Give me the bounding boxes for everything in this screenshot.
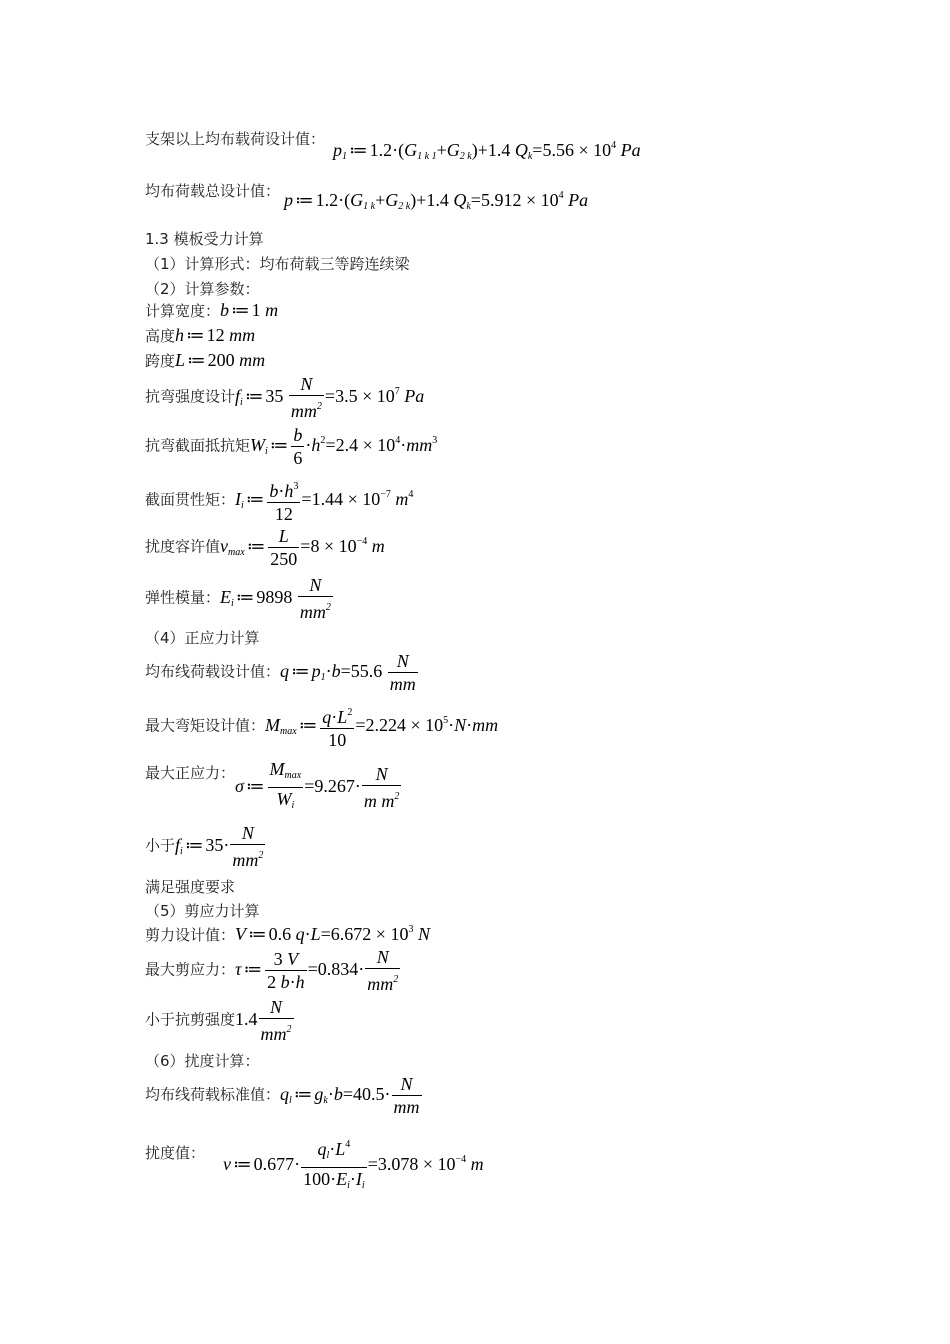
p-result: 5.912 bbox=[480, 190, 522, 210]
shear-force-label: 剪力设计值： bbox=[145, 926, 236, 944]
height-label: 高度 bbox=[145, 327, 176, 345]
shear-strength-unit-fraction: $\frac{N}{mm^2}$ bbox=[260, 997, 292, 1044]
ei-label: 弹性模量： bbox=[145, 588, 221, 607]
q-unit-fraction: $\frac{N}{mm}$ bbox=[389, 651, 416, 694]
width-value: 1 bbox=[251, 300, 261, 320]
calc-params: （2）计算参数： bbox=[145, 280, 260, 298]
sigma-fraction: $\frac{M_{max}}{W_i}$ bbox=[269, 759, 302, 811]
fi-coef: 35 bbox=[265, 385, 284, 406]
p-label: 均布荷载总设计值： bbox=[145, 182, 281, 200]
shear-force-result: 6.672 bbox=[330, 924, 372, 944]
span-label: 跨度 bbox=[145, 352, 176, 370]
deflection-row: 扰度值：v ≔ 0.677· $\frac{q_l\cdot L^4}{100\cdot E_i\cdot I_i}$ $=3.078 \times 10^{-4}$ m bbox=[145, 1134, 484, 1197]
ql-label: 均布线荷载标准值： bbox=[145, 1085, 281, 1104]
vmax-fraction: $\frac{L}{250}$ bbox=[270, 526, 298, 569]
tau-result: 0.834 bbox=[317, 958, 359, 979]
tau-unit-fraction: $\frac{N}{mm^2}$ bbox=[367, 947, 399, 994]
width-row: 计算宽度：b ≔ 1 m bbox=[145, 300, 279, 320]
ii-exp: −7 bbox=[380, 488, 391, 500]
ql-row: 均布线荷载标准值：$q_l$ ≔ $g_k\cdot b=40.5\cdot$ $\frac{N}{mm}$ bbox=[145, 1074, 420, 1117]
tau-label: 最大剪应力： bbox=[145, 960, 236, 979]
shear-strength-value: 1.4 bbox=[235, 1008, 258, 1029]
mmax-result: 2.224 bbox=[365, 714, 406, 735]
deflection-label: 扰度值： bbox=[145, 1143, 206, 1162]
vmax-result: 8 bbox=[310, 535, 320, 556]
p-row bbox=[145, 180, 589, 212]
less-than-fi-label: 小于 bbox=[145, 836, 176, 855]
tau-fraction: $\frac{3 V}{2 b\cdot h}$ bbox=[267, 949, 305, 992]
section-13-heading: 1.3 模板受力计算 bbox=[145, 230, 264, 248]
ii-row: 截面贯性矩：$I_i$ ≔ $\frac{b\cdot h^3}{12}$ $=1.44 \times 10^{-7}$ $m^4$ bbox=[145, 476, 413, 525]
calc-form: （1）计算形式：均布荷载三等跨连续梁 bbox=[145, 255, 410, 273]
ii-result: 1.44 bbox=[311, 488, 344, 509]
p1-label: 支架以上均布载荷设计值： bbox=[145, 130, 326, 148]
sigma-label: 最大正应力： bbox=[145, 763, 236, 782]
mmax-label: 最大弯矩设计值： bbox=[145, 716, 266, 735]
ei-value: 9898 bbox=[256, 586, 293, 607]
shear-force-coef: 0.6 bbox=[268, 924, 292, 944]
deflection-result: 3.078 bbox=[377, 1153, 419, 1174]
wi-fraction: $\frac{b}{6}$ bbox=[293, 425, 303, 468]
height-value: 12 bbox=[206, 325, 225, 345]
sigma-unit-fraction: $\frac{N}{m m^2}$ bbox=[363, 764, 400, 811]
shear-stress-heading: （5）剪应力计算 bbox=[145, 902, 260, 920]
wi-label: 抗弯截面抵抗矩 bbox=[145, 436, 251, 455]
less-than-shear-label: 小于抗剪强度 bbox=[145, 1010, 236, 1029]
wi-row: 抗弯截面抵抗矩$W_i$ ≔ $\frac{b}{6}$ $\cdot h^2=2.4 \times 10^4\cdot mm^3$ bbox=[145, 425, 438, 468]
ql-unit-fraction: $\frac{N}{mm}$ bbox=[393, 1074, 420, 1117]
fi-unit-fraction: $\frac{N}{mm^2}$ bbox=[290, 374, 322, 421]
p1-row bbox=[145, 128, 641, 162]
sigma-row: 最大正应力：σ ≔ $\frac{M_{max}}{W_i}$ =9.267· $\frac{N}{m m^2}$ bbox=[145, 758, 402, 817]
deflection-heading: （6）扰度计算： bbox=[145, 1052, 260, 1070]
wi-exp: 4 bbox=[395, 434, 401, 446]
less-than-fi-row: 小于$f_i$ ≔ 35· $\frac{N}{mm^2}$ bbox=[145, 823, 264, 870]
p-exp: 4 bbox=[558, 190, 564, 201]
normal-stress-heading: （4）正应力计算 bbox=[145, 629, 260, 647]
sigma-result: 9.267 bbox=[314, 775, 355, 796]
vmax-exp: −4 bbox=[356, 535, 368, 547]
ii-fraction: $\frac{b\cdot h^3}{12}$ bbox=[267, 476, 300, 525]
vmax-row: 扰度容许值$v_{max}$ ≔ $\frac{L}{250}$ $=8 \times 10^{-4}$ m bbox=[145, 526, 385, 569]
fi-compare-unit-fraction: $\frac{N}{mm^2}$ bbox=[232, 823, 264, 870]
shear-force-exp: 3 bbox=[408, 924, 414, 935]
tau-row: 最大剪应力：τ ≔ $\frac{3 V}{2 b\cdot h}$ =0.834· $\frac{N}{mm^2}$ bbox=[145, 947, 399, 994]
fi-compare-value: 35 bbox=[205, 834, 224, 855]
fi-row: 抗弯强度设计$f_i$ ≔ 35 $\frac{N}{mm^2}$ $=3.5 \times 10^7$ Pa bbox=[145, 374, 425, 421]
strength-ok: 满足强度要求 bbox=[145, 878, 236, 896]
q-row: 均布线荷载设计值：q ≔ $p_1\cdot b=55.6$ $\frac{N}{mm}$ bbox=[145, 651, 416, 694]
p1-formula: $p_1$ ≔ $1.2\cdot(G_{1 k 1}+G_{2 k})+1.4$ $Q_k=5.56 \times 10^4$ Pa bbox=[333, 140, 641, 162]
shear-force-row: 剪力设计值：V ≔ 0.6 $q\cdot L=6.672 \times 10^3$ N bbox=[145, 924, 430, 944]
height-row: 高度h ≔ 12 mm bbox=[145, 325, 256, 345]
deflection-fraction: $\frac{q_l\cdot L^4}{100\cdot E_i\cdot I_i}$ bbox=[301, 1134, 367, 1197]
fi-label: 抗弯强度设计 bbox=[145, 387, 236, 406]
mmax-row: 最大弯矩设计值：$M_{max}$ ≔ $\frac{q\cdot L^2}{10}$ $=2.224 \times 10^5\cdot N\cdot mm$ bbox=[145, 702, 498, 751]
p1-exp: 4 bbox=[611, 140, 617, 151]
fi-exp: 7 bbox=[394, 385, 400, 397]
less-than-shear-row bbox=[145, 996, 295, 1045]
ql-result: 40.5 bbox=[353, 1083, 385, 1104]
ii-label: 截面贯性矩： bbox=[145, 490, 236, 509]
mmax-fraction: $\frac{q\cdot L^2}{10}$ bbox=[320, 702, 354, 751]
ei-unit-fraction: $\frac{N}{mm^2}$ bbox=[299, 575, 331, 622]
q-result: 55.6 bbox=[350, 660, 383, 681]
deflection-exp: −4 bbox=[455, 1153, 467, 1165]
deflection-coef: 0.677 bbox=[253, 1153, 295, 1174]
wi-result: 2.4 bbox=[335, 434, 359, 455]
p-formula: p ≔ $1.2\cdot(G_{1 k}+G_{2 k})+1.4$ $Q_k=5.912 \times 10^4$ Pa bbox=[284, 190, 589, 212]
ei-row: 弹性模量：$E_i$ ≔ 9898 $\frac{N}{mm^2}$ bbox=[145, 575, 331, 622]
span-value: 200 bbox=[207, 350, 235, 370]
width-label: 计算宽度： bbox=[145, 302, 221, 320]
p1-result: 5.56 bbox=[542, 140, 574, 160]
mmax-exp: 5 bbox=[443, 714, 449, 726]
span-row: 跨度L ≔ 200 mm bbox=[145, 350, 266, 370]
q-label: 均布线荷载设计值： bbox=[145, 662, 281, 681]
fi-result: 3.5 bbox=[335, 385, 358, 406]
vmax-label: 扰度容许值 bbox=[145, 537, 221, 556]
